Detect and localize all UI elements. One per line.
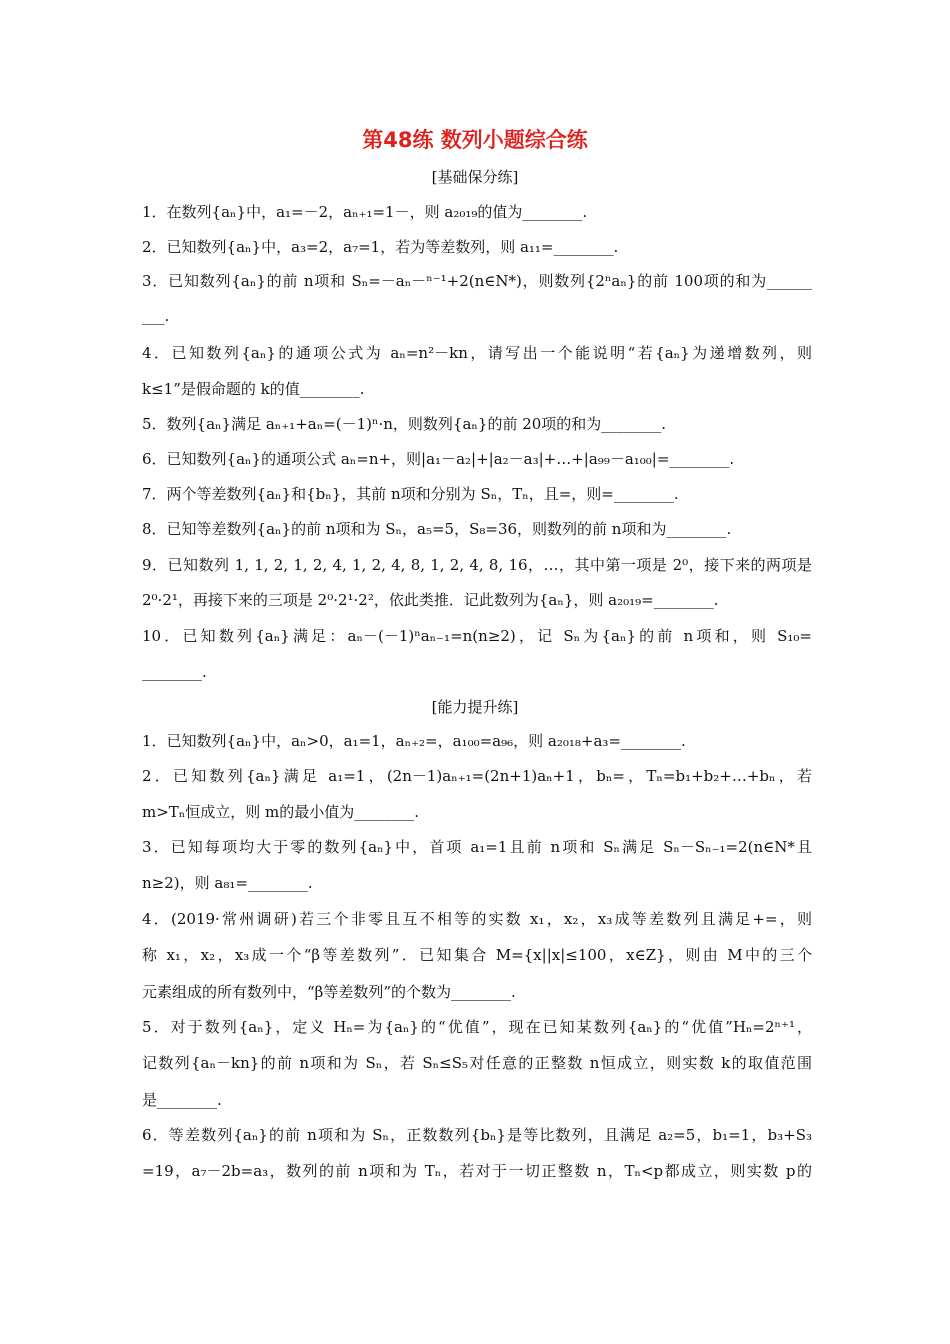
advanced-problem-3-cont: n≥2)，则 a₈₁=________. bbox=[142, 874, 313, 892]
advanced-problem-4-cont: 称 x₁，x₂，x₃成一个“β等差数列”．已知集合 M={x||x|≤100，x∈Z}，则由 M中的三个 bbox=[142, 946, 812, 964]
advanced-problem-1: 1．已知数列{aₙ}中，aₙ>0，a₁=1，aₙ₊₂=，a₁₀₀=a₉₆，则 a₂₀₁₈+a₃=________. bbox=[142, 732, 686, 750]
advanced-problem-5-cont2: 是________. bbox=[142, 1091, 222, 1109]
basic-problem-3: 3．已知数列{aₙ}的前 n项和 Sₙ=－aₙ－ⁿ⁻¹+2(n∈N*)，则数列{2ⁿaₙ}的前 100项的和为______ bbox=[142, 272, 812, 290]
advanced-problem-2-cont: m>Tₙ恒成立，则 m的最小值为________. bbox=[142, 803, 420, 821]
basic-problem-9: 9．已知数列 1, 1, 2, 1, 2, 4, 1, 2, 4, 8, 1, 2, 4, 8, 16，…，其中第一项是 2⁰，接下来的两项是 bbox=[142, 556, 812, 574]
advanced-problem-5-cont: 记数列{aₙ－kn}的前 n项和为 Sₙ，若 Sₙ≤S₅对任意的正整数 n恒成立，则实数 k的取值范围 bbox=[142, 1054, 812, 1072]
basic-problem-4: 4．已知数列{aₙ}的通项公式为 aₙ=n²－kn，请写出一个能说明“若{aₙ}为递增数列，则 bbox=[142, 344, 812, 362]
advanced-problem-5: 5．对于数列{aₙ}，定义 Hₙ=为{aₙ}的“优值”，现在已知某数列{aₙ}的“优值”Hₙ=2ⁿ⁺¹， bbox=[142, 1018, 812, 1036]
advanced-problem-2: 2．已知数列{aₙ}满足 a₁=1，(2n－1)aₙ₊₁=(2n+1)aₙ+1，bₙ=，Tₙ=b₁+b₂+…+bₙ，若 bbox=[142, 767, 812, 785]
basic-problem-10: 10．已知数列{aₙ}满足：aₙ－(－1)ⁿaₙ₋₁=n(n≥2)，记 Sₙ为{aₙ}的前 n项和，则 S₁₀= bbox=[142, 627, 812, 645]
page-title: 第48练 数列小题综合练 bbox=[362, 128, 588, 152]
basic-problem-4-cont: k≤1”是假命题的 k的值________. bbox=[142, 380, 365, 398]
advanced-problem-4: 4．(2019·常州调研)若三个非零且互不相等的实数 x₁，x₂，x₃成等差数列且满足+=，则 bbox=[142, 910, 812, 928]
advanced-problem-6: 6．等差数列{aₙ}的前 n项和为 Sₙ，正数数列{bₙ}是等比数列，且满足 a₂=5，b₁=1，b₃+S₃ bbox=[142, 1126, 812, 1144]
basic-problem-9-cont: 2⁰·2¹，再接下来的三项是 2⁰·2¹·2²，依此类推．记此数列为{aₙ}，则 a₂₀₁₉=________. bbox=[142, 591, 719, 609]
advanced-problem-3: 3．已知每项均大于零的数列{aₙ}中，首项 a₁=1且前 n项和 Sₙ满足 Sₙ－Sₙ₋₁=2(n∈N*且 bbox=[142, 838, 812, 856]
advanced-problem-4-cont2: 元素组成的所有数列中，“β等差数列”的个数为________. bbox=[142, 983, 516, 1001]
section-heading-basic: [基础保分练] bbox=[431, 168, 519, 186]
basic-problem-1: 1．在数列{aₙ}中，a₁=－2，aₙ₊₁=1－，则 a₂₀₁₉的值为________. bbox=[142, 203, 588, 221]
basic-problem-10-cont: ________. bbox=[142, 663, 207, 681]
section-heading-advanced: [能力提升练] bbox=[431, 698, 519, 716]
basic-problem-6: 6．已知数列{aₙ}的通项公式 aₙ=n+，则|a₁－a₂|+|a₂－a₃|+…+|a₉₉－a₁₀₀|=________. bbox=[142, 450, 735, 468]
advanced-problem-6-cont: =19，a₇－2b=a₃，数列的前 n项和为 Tₙ，若对于一切正整数 n，Tₙ<p都成立，则实数 p的 bbox=[142, 1162, 812, 1180]
basic-problem-7: 7．两个等差数列{aₙ}和{bₙ}，其前 n项和分别为 Sₙ，Tₙ，且=，则=________. bbox=[142, 485, 679, 503]
basic-problem-3-cont: ___. bbox=[142, 307, 170, 325]
basic-problem-8: 8．已知等差数列{aₙ}的前 n项和为 Sₙ，a₅=5，S₈=36，则数列的前 n项和为________. bbox=[142, 520, 732, 538]
basic-problem-5: 5．数列{aₙ}满足 aₙ₊₁+aₙ=(－1)ⁿ·n，则数列{aₙ}的前 20项的和为________. bbox=[142, 415, 667, 433]
basic-problem-2: 2．已知数列{aₙ}中，a₃=2，a₇=1，若为等差数列，则 a₁₁=________. bbox=[142, 238, 619, 256]
